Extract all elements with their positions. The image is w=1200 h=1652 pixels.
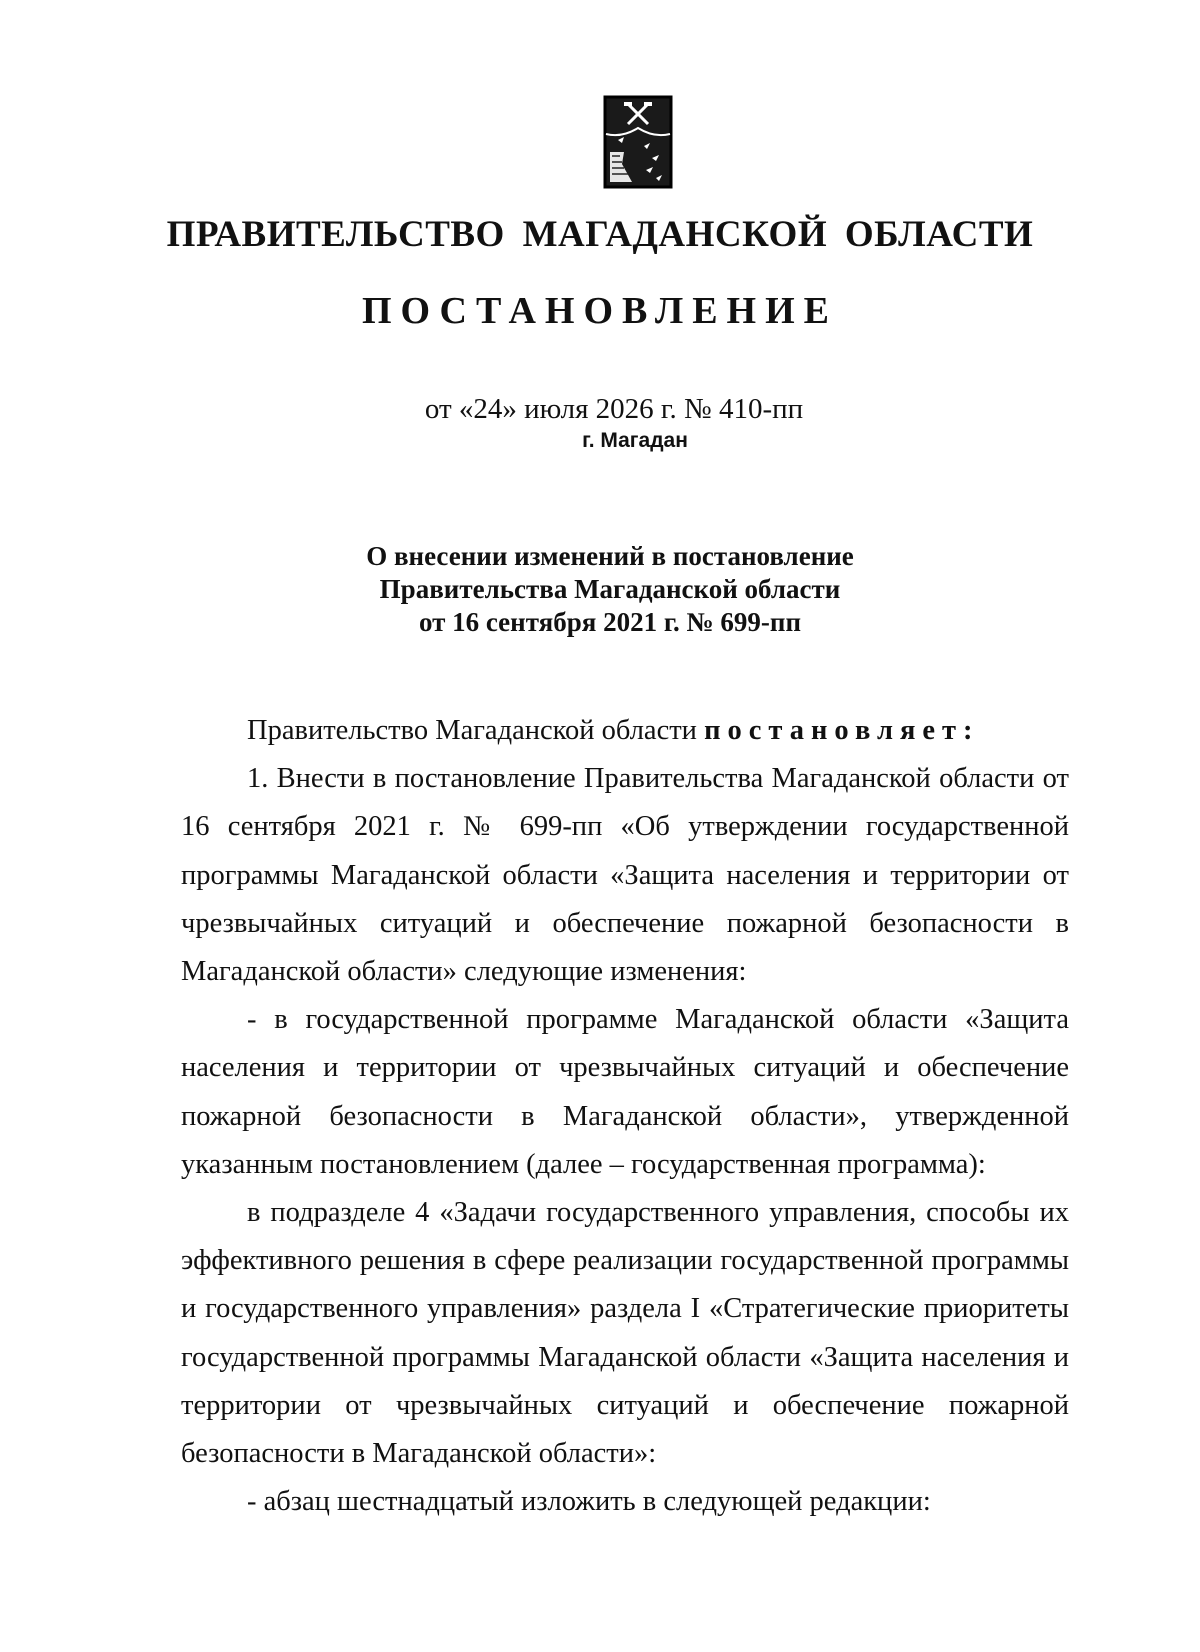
date-and-number: от «24» июля 2026 г. № 410-пп bbox=[424, 393, 804, 425]
preamble-lead: Правительство Магаданской области bbox=[247, 715, 697, 746]
subject-line-2: Правительства Магаданской области bbox=[379, 574, 841, 604]
government-title: ПРАВИТЕЛЬСТВО МАГАДАНСКОЙ ОБЛАСТИ bbox=[166, 214, 1034, 255]
document-type: ПОСТАНОВЛЕНИЕ bbox=[361, 290, 839, 332]
subject-line-3: от 16 сентября 2021 г. № 699-пп bbox=[418, 607, 802, 637]
document-subject bbox=[0, 540, 1200, 639]
document-body bbox=[181, 707, 1069, 1526]
preamble bbox=[181, 707, 1069, 755]
preamble-verb: постановляет bbox=[704, 715, 964, 746]
paragraph-1: 1. Внести в постановление Правительства Магаданской области от 16 сентября 2021 г. № 699-пп «Об утверждении государственной программы Магаданской области «Защита населения и территории от чрезвычайных ситуаций и обеспечение пожарной безопасности в Магаданской области» следующие изменения: bbox=[181, 763, 1069, 988]
paragraph-2: - в государственной программе Магаданской области «Защита населения и территории от чрезвычайных ситуаций и обеспечение пожарной безопасности в Магаданской области», утвержденной указанным постановлением (далее – государственная программа): bbox=[181, 1004, 1069, 1180]
coat-of-arms-emblem bbox=[602, 94, 674, 190]
paragraph-4: - абзац шестнадцатый изложить в следующей редакции: bbox=[247, 1486, 931, 1518]
city: г. Магадан bbox=[582, 429, 688, 452]
paragraph-3: в подразделе 4 «Задачи государственного управления, способы их эффективного решения в сфере реализации государственной программы и государственного управления» раздела I «Стратегические приоритеты государственной программы Магаданской области «Защита населения и территории от чрезвычайных ситуаций и обеспечение пожарной безопасности в Магаданской области»: bbox=[181, 1197, 1069, 1470]
subject-line-1: О внесении изменений в постановление bbox=[366, 541, 854, 571]
preamble-colon: : bbox=[963, 715, 973, 746]
